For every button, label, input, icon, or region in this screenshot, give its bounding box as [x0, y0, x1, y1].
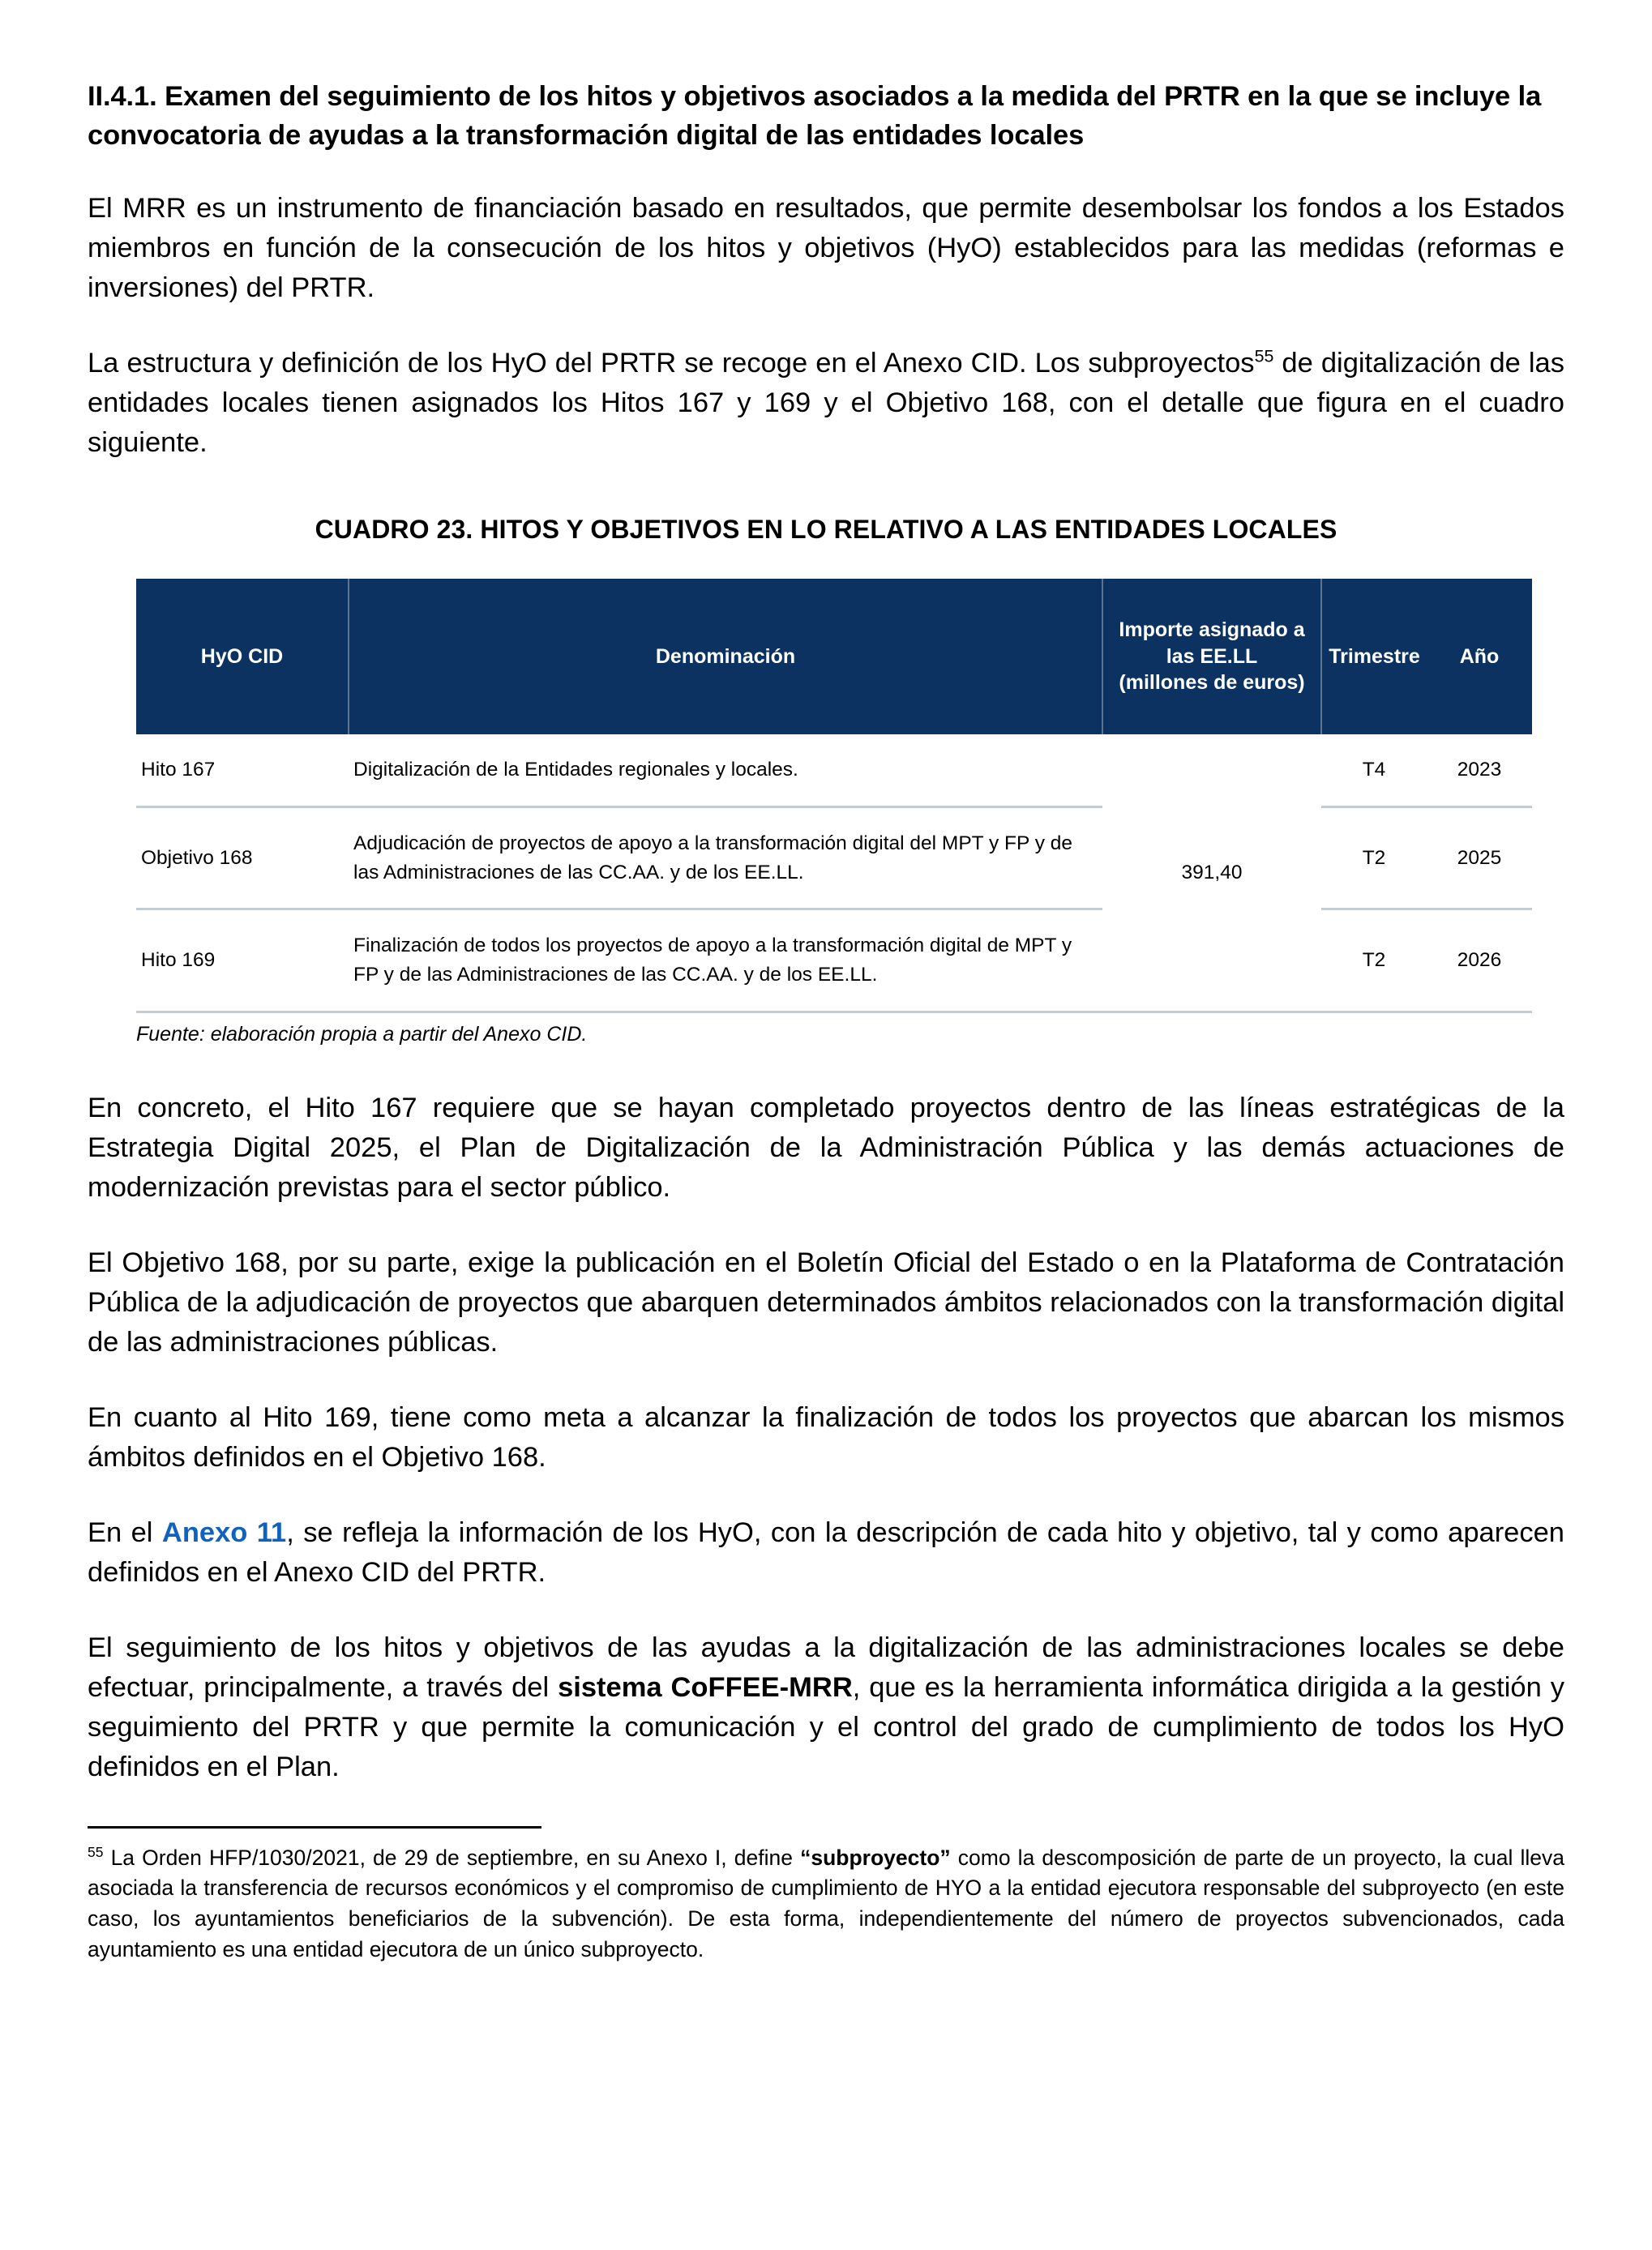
table-header: [136, 579, 1532, 734]
column-header-trimestre: Trimestre: [1321, 579, 1427, 734]
paragraph-hito-167: En concreto, el Hito 167 requiere que se hayan completado proyectos dentro de las líneas estratégicas de la Estrategia Digital 2025, el Plan de Digitalización de la Administración Pública y las demás actuaciones de modernización previstas para el sector público.: [88, 1092, 1564, 1203]
cell-hyo-cid: Hito 167: [136, 734, 349, 806]
table-caption: CUADRO 23. HITOS Y OBJETIVOS EN LO RELATIVO A LAS ENTIDADES LOCALES: [315, 515, 1337, 545]
paragraph-estructura-text-a: La estructura y definición de los HyO del PRTR se recoge en el Anexo CID. Los subproyectos: [88, 348, 1255, 379]
column-header-importe-line-1: Importe asignado a: [1119, 618, 1305, 642]
cell-anio: 2025: [1427, 806, 1532, 909]
footnote-55: [88, 1843, 1564, 1966]
paragraph-mrr-intro: El MRR es un instrumento de financiación basado en resultados, que permite desembolsar los fondos a los Estados miembros en función de la consecución de los hitos y objetivos (HyO) establecidos para las medidas (reformas e inversiones) del PRTR.: [88, 193, 1564, 304]
anexo-11-link[interactable]: Anexo 11: [161, 1516, 287, 1548]
cell-trimestre: T4: [1321, 734, 1427, 806]
paragraph-anexo-11: [88, 1513, 1564, 1593]
paragraph-coffee-pre: El seguimiento de los hitos y objetivos de las ayudas a la digitalización de las administraciones locales se debe efectuar, principalmente, a través del: [88, 1632, 1564, 1703]
paragraph-anexo-11-post: , se refleja la información de los HyO, con la descripción de cada hito y objetivo, tal y como aparecen definidos en el Anexo CID del PRTR.: [88, 1516, 1564, 1588]
column-header-anio: Año: [1427, 579, 1532, 734]
cell-trimestre: T2: [1321, 909, 1427, 1011]
column-header-importe-line-2: las EE.LL: [1166, 644, 1258, 668]
paragraph-estructura-hyo: [88, 344, 1564, 463]
footnote-separator-rule: [88, 1826, 541, 1829]
cell-anio: 2026: [1427, 909, 1532, 1011]
paragraph-hito-169: En cuanto al Hito 169, tiene como meta a alcanzar la finalización de todos los proyectos que abarcan los mismos ámbitos definidos en el Objetivo 168.: [88, 1401, 1564, 1473]
footnote-text-pre: La Orden HFP/1030/2021, de 29 de septiembre, en su Anexo I, define: [103, 1845, 801, 1870]
cell-denominacion: Adjudicación de proyectos de apoyo a la transformación digital del MPT y FP y de las Administraciones de las CC.AA. y de los EE.LL.: [349, 806, 1102, 909]
column-header-hyo-cid: HyO CID: [136, 579, 349, 734]
cell-hyo-cid: Objetivo 168: [136, 806, 349, 909]
cell-denominacion: Digitalización de la Entidades regionales y locales.: [349, 734, 1102, 806]
column-header-importe: [1102, 579, 1321, 734]
table-row: [136, 806, 1532, 909]
table-source-note: Fuente: elaboración propia a partir del Anexo CID.: [136, 1022, 588, 1046]
cell-denominacion: Finalización de todos los proyectos de apoyo a la transformación digital de MPT y FP y de las Administraciones de las CC.AA. y de los EE.LL.: [349, 909, 1102, 1011]
cell-hyo-cid: Hito 169: [136, 909, 349, 1011]
column-header-importe-line-3: (millones de euros): [1119, 671, 1305, 695]
column-header-denominacion: Denominación: [349, 579, 1102, 734]
paragraph-estructura-text-b: de digitalización de las entidades locales tienen asignados los Hitos 167 y 169 y el Objetivo 168, con el detalle que figura en el cuadro siguiente.: [88, 348, 1564, 459]
paragraph-anexo-11-pre: En el: [88, 1516, 162, 1548]
cell-trimestre: T2: [1321, 806, 1427, 909]
hitos-objetivos-table: [136, 579, 1532, 1011]
table-row: [136, 734, 1532, 806]
table-wrapper: [136, 579, 1532, 1013]
table-row: [136, 909, 1532, 1011]
paragraph-coffee-mrr: [88, 1628, 1564, 1787]
cell-importe-asignado: 391,40: [1102, 734, 1321, 1011]
footnote-marker-55: 55: [88, 1843, 104, 1860]
footnote-reference-55[interactable]: 55: [1254, 346, 1274, 366]
page-title: II.4.1. Examen del seguimiento de los hitos y objetivos asociados a la medida del PRTR en la que se incluye la convocatoria de ayudas a la transformación digital de las entidades locales: [88, 81, 1542, 151]
paragraph-objetivo-168: El Objetivo 168, por su parte, exige la publicación en el Boletín Oficial del Estado o en la Plataforma de Contratación Pública de la adjudicación de proyectos que abarquen determinados ámbitos relacionados con la transformación digital de las administraciones públicas.: [88, 1247, 1564, 1358]
table-body: [136, 734, 1532, 1011]
table-block-cuadro-23: [88, 515, 1564, 1046]
cell-anio: 2023: [1427, 734, 1532, 806]
table-bottom-rule: [136, 1011, 1532, 1013]
table-header-row: [136, 579, 1532, 734]
footnote-bold-term: “subproyecto”: [800, 1845, 951, 1870]
coffee-mrr-term: sistema CoFFEE-MRR: [558, 1671, 853, 1703]
footnote-text-post: como la descomposición de parte de un proyecto, la cual lleva asociada la transferencia de recursos económicos y el compromiso de cumplimiento de HYO a la entidad ejecutora responsable del subproyecto (en este caso, los ayuntamientos beneficiarios de la subvención). De esta forma, independientemente del número de proyectos subvencionados, cada ayuntamiento es una entidad ejecutora de un único subproyecto.: [88, 1845, 1564, 1961]
footnote-area: [88, 1826, 1564, 1966]
paragraph-coffee-post: , que es la herramienta informática dirigida a la gestión y seguimiento del PRTR y que permite la comunicación y el control del grado de cumplimiento de todos los HyO definidos en el Plan.: [88, 1671, 1564, 1782]
